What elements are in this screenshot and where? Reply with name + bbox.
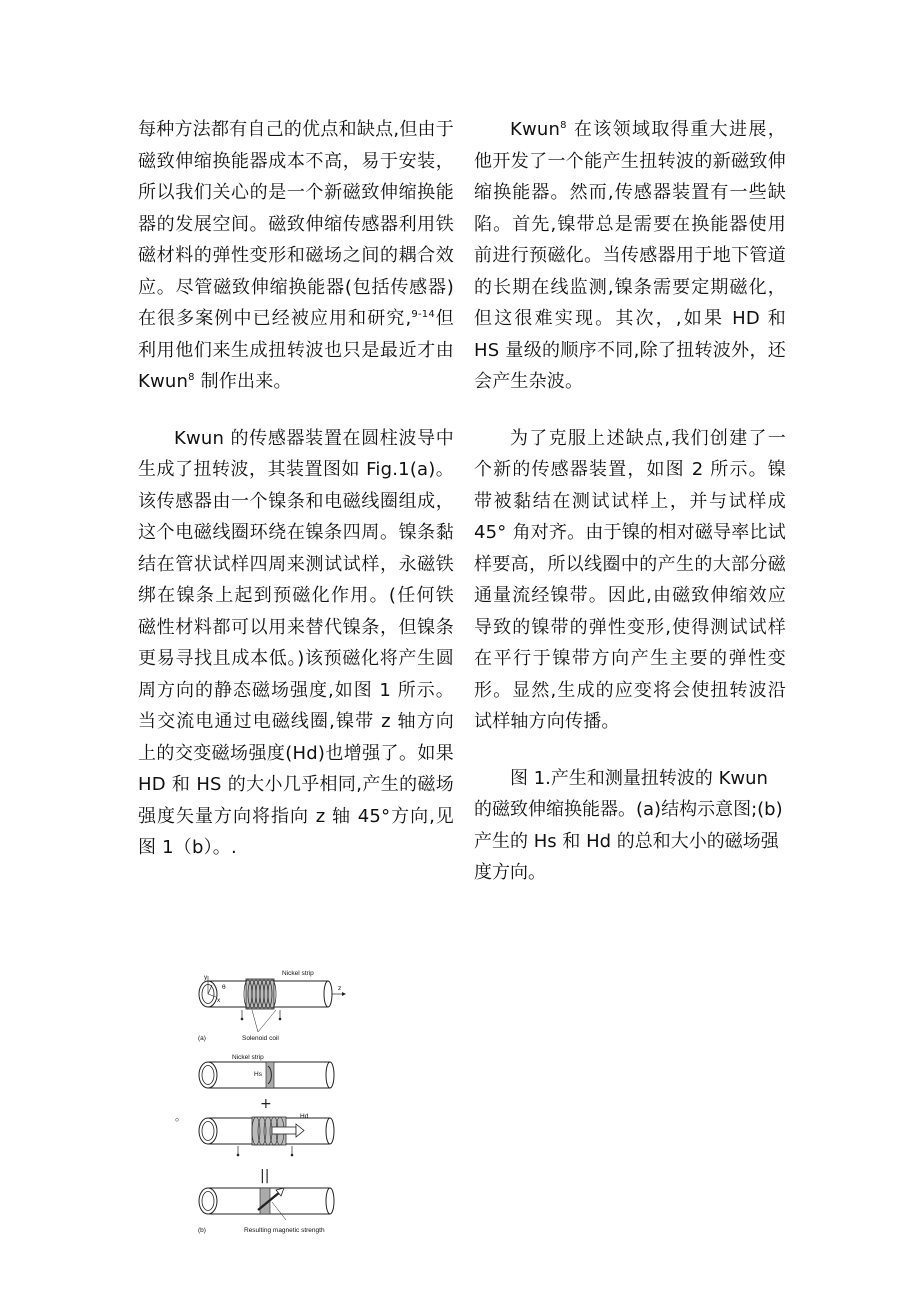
stray-mark: 。 bbox=[175, 1110, 186, 1123]
panel-b-tube-2 bbox=[199, 1117, 334, 1156]
label-panel-a: (a) bbox=[198, 1035, 206, 1042]
left-paragraph-2: Kwun 的传感器装置在圆柱波导中生成了扭转波，其装置图如 Fig.1(a)。该传感器由一个镍条和电磁线圈组成，这个电磁线圈环绕在镍条四周。镍条黏结在管状试样四周来测试试样，永磁铁绑在镍条上起到预磁化作用。(任何铁磁性材料都可以用来替代镍条，但镍条更易寻找且成本低。)该预磁化将产生圆周方向的静态磁场强度,如图 1 所示。当交流电通过电磁线圈,镍带 z 轴方向上的交变磁场强度(Hd)也增强了。如果 HD 和 HS 的大小几乎相同,产生的磁场强度矢量方向将指向 z 轴 45°方向,见图 1（b）。. bbox=[138, 427, 454, 858]
equals-sign: || bbox=[260, 1168, 270, 1184]
label-hs: Hs bbox=[254, 1071, 262, 1078]
plus-sign: + bbox=[260, 1096, 272, 1112]
label-hd: Hd bbox=[300, 1113, 309, 1120]
panel-a-coil bbox=[244, 979, 276, 1009]
label-axis-x: x bbox=[217, 997, 221, 1004]
figure-1 bbox=[172, 966, 347, 1241]
figure-caption: 图 1.产生和测量扭转波的 Kwun 的磁致伸缩换能器。(a)结构示意图;(b)产生的 Hs 和 Hd 的总和大小的磁场强度方向。 bbox=[474, 767, 783, 883]
text-run: 制作出来。 bbox=[194, 371, 292, 392]
citation-superscript: 8 bbox=[188, 372, 195, 383]
text-run: Kwun bbox=[510, 119, 561, 140]
left-paragraph-1 bbox=[138, 114, 454, 398]
label-nickel-strip-a: Nickel strip bbox=[282, 970, 314, 977]
citation-superscript: 9-14 bbox=[411, 309, 435, 320]
right-paragraph-1 bbox=[474, 114, 786, 398]
right-paragraph-2: 为了克服上述缺点,我们创建了一个新的传感器装置，如图 2 所示。镍带被黏结在测试试样上，并与试样成 45° 角对齐。由于镍的相对磁导率比试样要高，所以线圈中的产生的大部分磁通量流经镍带。因此,由磁致伸缩效应导致的镍带的弹性变形,使得测试试样在平行于镍带方向产生主要的弹性变形。显然,生成的应变将会使扭转波沿试样轴方向传播。 bbox=[474, 427, 786, 732]
label-nickel-strip-b: Nickel strip bbox=[232, 1054, 264, 1061]
citation-superscript: 8 bbox=[560, 120, 567, 131]
figure-1-drawing bbox=[172, 966, 347, 1241]
text-run: 但利用他们来生成扭转波也只是最近才由 Kwun bbox=[138, 308, 454, 392]
right-column bbox=[474, 114, 786, 889]
label-panel-b: (b) bbox=[198, 1227, 206, 1234]
label-axis-y: y bbox=[204, 974, 208, 981]
panel-b-tube-1 bbox=[199, 1062, 334, 1088]
panel-b-tube-3 bbox=[199, 1188, 334, 1220]
label-axis-z: z bbox=[338, 985, 342, 992]
text-run: 在该领域取得重大进展，他开发了一个能产生扭转波的新磁致伸缩换能器。然而,传感器装置有一些缺陷。首先,镍带总是需要在换能器使用前进行预磁化。当传感器用于地下管道的长期在线监测,镍条需要定期磁化，但这很难实现。其次，,如果 HD 和 HS 量级的顺序不同,除了扭转波外，还会产生杂波。 bbox=[474, 119, 786, 392]
left-column bbox=[138, 114, 454, 889]
label-resulting-magnetic-strength: Resulting magnetic strength bbox=[244, 1227, 325, 1234]
label-solenoid-coil: Solenoid coil bbox=[242, 1035, 279, 1042]
text-run: 每种方法都有自己的优点和缺点,但由于磁致伸缩换能器成本不高，易于安装，所以我们关心的是一个新磁致伸缩换能器的发展空间。磁致伸缩传感器利用铁磁材料的弹性变形和磁场之间的耦合效应。尽管磁致伸缩换能器(包括传感器)在很多案例中已经被应用和研究, bbox=[138, 119, 454, 329]
label-theta: θ bbox=[222, 984, 226, 991]
